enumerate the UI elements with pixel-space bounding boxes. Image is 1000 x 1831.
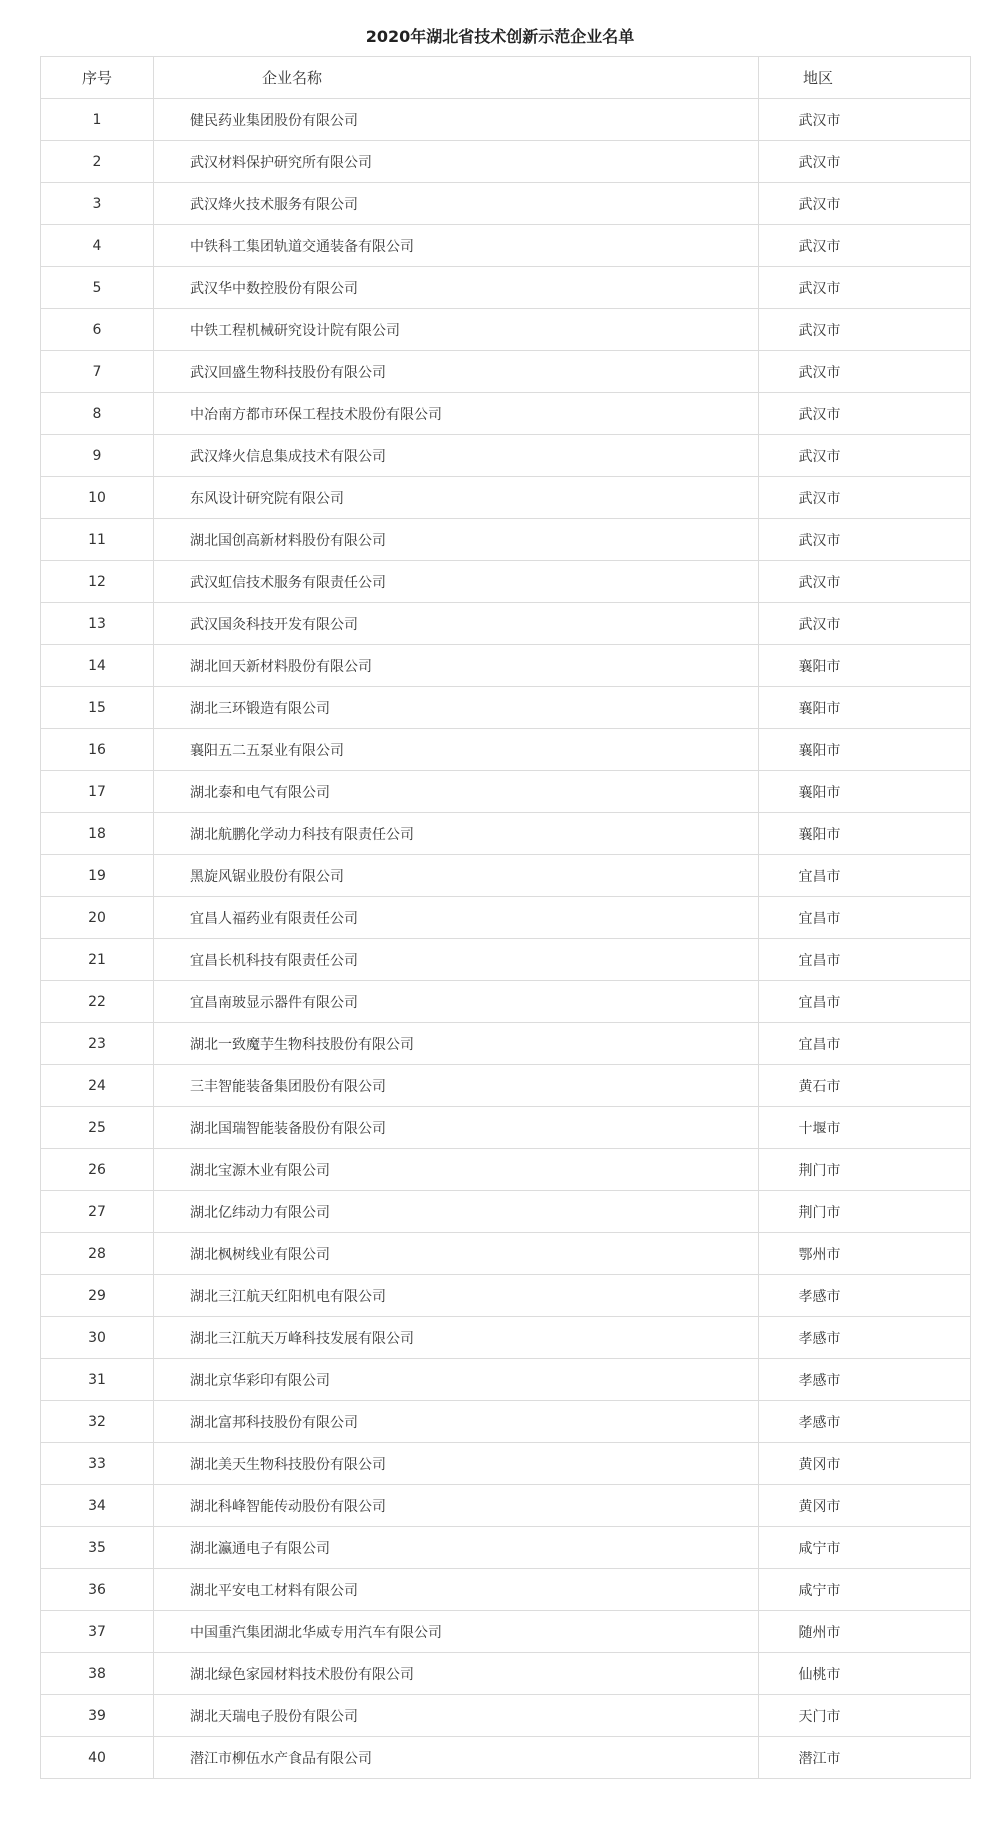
table-row (41, 897, 971, 939)
enterprise-name: 武汉华中数控股份有限公司 (190, 280, 358, 297)
enterprise-name-cell (154, 1359, 759, 1401)
table-row (41, 1485, 971, 1527)
region-cell (759, 309, 971, 351)
row-number: 18 (41, 813, 154, 855)
region-cell (759, 225, 971, 267)
row-number: 27 (41, 1191, 154, 1233)
enterprise-name: 武汉烽火技术服务有限公司 (190, 196, 358, 213)
region-name: 咸宁市 (798, 1540, 841, 1557)
table-row (41, 1275, 971, 1317)
region-name: 武汉市 (798, 322, 841, 339)
enterprise-name: 湖北富邦科技股份有限公司 (190, 1414, 358, 1431)
region-cell (759, 1023, 971, 1065)
table-row (41, 645, 971, 687)
row-number: 28 (41, 1233, 154, 1275)
table-row (41, 1359, 971, 1401)
row-number: 10 (41, 477, 154, 519)
region-name: 武汉市 (798, 238, 841, 255)
row-number: 22 (41, 981, 154, 1023)
region-name: 武汉市 (798, 574, 841, 591)
enterprise-name: 湖北三环锻造有限公司 (190, 700, 330, 717)
region-name: 咸宁市 (798, 1582, 841, 1599)
region-cell (759, 1611, 971, 1653)
region-cell (759, 1695, 971, 1737)
row-number: 17 (41, 771, 154, 813)
enterprise-name-cell (154, 99, 759, 141)
enterprise-name: 潜江市柳伍水产食品有限公司 (190, 1750, 372, 1767)
enterprise-name-cell (154, 561, 759, 603)
row-number: 5 (41, 267, 154, 309)
enterprise-name-cell (154, 1107, 759, 1149)
region-name: 武汉市 (798, 154, 841, 171)
table-row (41, 1107, 971, 1149)
row-number: 13 (41, 603, 154, 645)
enterprise-name-cell (154, 1527, 759, 1569)
enterprise-name-cell (154, 183, 759, 225)
enterprise-name-cell (154, 1233, 759, 1275)
enterprise-name: 湖北科峰智能传动股份有限公司 (190, 1498, 386, 1515)
table-row (41, 1569, 971, 1611)
enterprise-name-cell (154, 897, 759, 939)
table-row (41, 225, 971, 267)
enterprise-name-cell (154, 1443, 759, 1485)
enterprise-name-cell (154, 1317, 759, 1359)
row-number: 7 (41, 351, 154, 393)
table-row (41, 393, 971, 435)
enterprise-name-cell (154, 981, 759, 1023)
row-number: 36 (41, 1569, 154, 1611)
region-cell (759, 435, 971, 477)
enterprise-name: 湖北国创高新材料股份有限公司 (190, 532, 386, 549)
row-number: 24 (41, 1065, 154, 1107)
region-name: 武汉市 (798, 280, 841, 297)
column-header-name-label: 企业名称 (262, 69, 323, 87)
enterprise-name: 湖北枫树线业有限公司 (190, 1246, 330, 1263)
page-title: 2020年湖北省技术创新示范企业名单 (365, 27, 635, 46)
region-cell (759, 771, 971, 813)
enterprise-name: 武汉材料保护研究所有限公司 (190, 154, 372, 171)
table-row (41, 351, 971, 393)
enterprise-name: 湖北泰和电气有限公司 (190, 784, 330, 801)
region-name: 武汉市 (798, 364, 841, 381)
enterprise-name: 中冶南方都市环保工程技术股份有限公司 (190, 406, 442, 423)
row-number: 6 (41, 309, 154, 351)
row-number: 29 (41, 1275, 154, 1317)
table-row (41, 855, 971, 897)
enterprise-name: 健民药业集团股份有限公司 (190, 112, 358, 129)
row-number: 1 (41, 99, 154, 141)
enterprise-name: 湖北亿纬动力有限公司 (190, 1204, 330, 1221)
row-number: 2 (41, 141, 154, 183)
region-name: 宜昌市 (798, 910, 841, 927)
region-cell (759, 1065, 971, 1107)
region-cell (759, 141, 971, 183)
region-name: 武汉市 (798, 112, 841, 129)
row-number: 19 (41, 855, 154, 897)
table-row (41, 141, 971, 183)
row-number: 40 (41, 1737, 154, 1779)
region-name: 孝感市 (798, 1414, 841, 1431)
region-cell (759, 1737, 971, 1779)
table-row (41, 1443, 971, 1485)
region-name: 襄阳市 (798, 700, 841, 717)
enterprise-name: 湖北航鹏化学动力科技有限责任公司 (190, 826, 414, 843)
column-header-name (154, 57, 759, 99)
enterprise-name: 宜昌南玻显示器件有限公司 (190, 994, 358, 1011)
region-cell (759, 1275, 971, 1317)
table-row (41, 603, 971, 645)
row-number: 25 (41, 1107, 154, 1149)
region-name: 荆门市 (798, 1162, 841, 1179)
table-body (41, 57, 971, 1779)
row-number: 39 (41, 1695, 154, 1737)
row-number: 38 (41, 1653, 154, 1695)
region-name: 宜昌市 (798, 952, 841, 969)
enterprise-name-cell (154, 1569, 759, 1611)
enterprise-name: 宜昌长机科技有限责任公司 (190, 952, 358, 969)
region-cell (759, 729, 971, 771)
enterprise-name: 中国重汽集团湖北华威专用汽车有限公司 (190, 1624, 442, 1641)
enterprise-name-cell (154, 225, 759, 267)
enterprise-name: 武汉烽火信息集成技术有限公司 (190, 448, 386, 465)
row-number: 8 (41, 393, 154, 435)
row-number: 16 (41, 729, 154, 771)
region-cell (759, 1233, 971, 1275)
region-name: 黄冈市 (798, 1456, 841, 1473)
region-name: 潜江市 (798, 1750, 841, 1767)
table-row (41, 183, 971, 225)
table-row (41, 939, 971, 981)
enterprise-name-cell (154, 519, 759, 561)
region-cell (759, 1317, 971, 1359)
enterprise-name-cell (154, 1065, 759, 1107)
row-number: 3 (41, 183, 154, 225)
table-row (41, 1401, 971, 1443)
region-name: 天门市 (798, 1708, 841, 1725)
enterprise-name: 武汉国灸科技开发有限公司 (190, 616, 358, 633)
row-number: 37 (41, 1611, 154, 1653)
region-cell (759, 1107, 971, 1149)
region-cell (759, 1149, 971, 1191)
row-number: 9 (41, 435, 154, 477)
region-cell (759, 183, 971, 225)
table-row (41, 99, 971, 141)
region-cell (759, 1359, 971, 1401)
table-row (41, 1191, 971, 1233)
region-name: 襄阳市 (798, 784, 841, 801)
row-number: 20 (41, 897, 154, 939)
region-cell (759, 1485, 971, 1527)
table-row (41, 1317, 971, 1359)
row-number: 30 (41, 1317, 154, 1359)
table-row (41, 1065, 971, 1107)
region-cell (759, 99, 971, 141)
enterprise-name: 三丰智能装备集团股份有限公司 (190, 1078, 386, 1095)
enterprise-name-cell (154, 477, 759, 519)
enterprise-name-cell (154, 1401, 759, 1443)
region-cell (759, 267, 971, 309)
row-number: 34 (41, 1485, 154, 1527)
enterprise-name: 中铁科工集团轨道交通装备有限公司 (190, 238, 414, 255)
enterprise-name: 湖北天瑞电子股份有限公司 (190, 1708, 358, 1725)
table-header-row (41, 57, 971, 99)
region-name: 武汉市 (798, 616, 841, 633)
row-number: 33 (41, 1443, 154, 1485)
enterprise-name-cell (154, 309, 759, 351)
enterprise-name-cell (154, 1485, 759, 1527)
region-name: 黄冈市 (798, 1498, 841, 1515)
column-header-no: 序号 (41, 57, 154, 99)
table-row (41, 1233, 971, 1275)
region-cell (759, 855, 971, 897)
region-name: 武汉市 (798, 406, 841, 423)
enterprise-name-cell (154, 1695, 759, 1737)
region-cell (759, 1443, 971, 1485)
enterprise-name: 湖北一致魔芋生物科技股份有限公司 (190, 1036, 414, 1053)
table-row (41, 477, 971, 519)
enterprise-name-cell (154, 855, 759, 897)
enterprise-name-cell (154, 603, 759, 645)
enterprise-name: 湖北绿色家园材料技术股份有限公司 (190, 1666, 414, 1683)
enterprise-name: 湖北国瑞智能装备股份有限公司 (190, 1120, 386, 1137)
region-cell (759, 981, 971, 1023)
enterprise-name-cell (154, 1275, 759, 1317)
enterprise-name-cell (154, 1737, 759, 1779)
table-row (41, 1023, 971, 1065)
region-cell (759, 351, 971, 393)
enterprise-name: 湖北京华彩印有限公司 (190, 1372, 330, 1389)
enterprise-name-cell (154, 687, 759, 729)
enterprise-name: 武汉回盛生物科技股份有限公司 (190, 364, 386, 381)
enterprise-name-cell (154, 435, 759, 477)
region-cell (759, 1401, 971, 1443)
region-cell (759, 897, 971, 939)
table-row (41, 309, 971, 351)
enterprise-name-cell (154, 939, 759, 981)
enterprise-name-cell (154, 771, 759, 813)
region-cell (759, 939, 971, 981)
enterprise-name: 湖北宝源木业有限公司 (190, 1162, 330, 1179)
table-row (41, 1611, 971, 1653)
region-name: 十堰市 (798, 1120, 841, 1137)
region-cell (759, 1191, 971, 1233)
region-cell (759, 561, 971, 603)
enterprise-name: 湖北回天新材料股份有限公司 (190, 658, 372, 675)
enterprise-name-cell (154, 813, 759, 855)
region-name: 宜昌市 (798, 868, 841, 885)
table-row (41, 1527, 971, 1569)
region-name: 宜昌市 (798, 1036, 841, 1053)
table-row (41, 561, 971, 603)
region-name: 武汉市 (798, 196, 841, 213)
enterprise-name-cell (154, 1653, 759, 1695)
table-row (41, 1149, 971, 1191)
table-row (41, 267, 971, 309)
enterprise-name: 中铁工程机械研究设计院有限公司 (190, 322, 400, 339)
table-row (41, 771, 971, 813)
enterprise-name: 东风设计研究院有限公司 (190, 490, 344, 507)
row-number: 26 (41, 1149, 154, 1191)
region-name: 仙桃市 (798, 1666, 841, 1683)
row-number: 15 (41, 687, 154, 729)
enterprise-name: 湖北三江航天红阳机电有限公司 (190, 1288, 386, 1305)
region-name: 襄阳市 (798, 826, 841, 843)
enterprise-name-cell (154, 1149, 759, 1191)
table-row (41, 687, 971, 729)
row-number: 35 (41, 1527, 154, 1569)
region-cell (759, 393, 971, 435)
row-number: 4 (41, 225, 154, 267)
enterprise-name-cell (154, 351, 759, 393)
column-header-region (759, 57, 971, 99)
enterprise-name-cell (154, 141, 759, 183)
table-row (41, 981, 971, 1023)
row-number: 31 (41, 1359, 154, 1401)
row-number: 32 (41, 1401, 154, 1443)
enterprise-name: 武汉虹信技术服务有限责任公司 (190, 574, 386, 591)
region-name: 武汉市 (798, 448, 841, 465)
enterprise-name-cell (154, 1611, 759, 1653)
table-row (41, 1737, 971, 1779)
region-cell (759, 603, 971, 645)
enterprise-name-cell (154, 1023, 759, 1065)
enterprise-name-cell (154, 267, 759, 309)
region-cell (759, 1527, 971, 1569)
table-row (41, 435, 971, 477)
region-name: 宜昌市 (798, 994, 841, 1011)
table-row (41, 813, 971, 855)
enterprise-name: 湖北平安电工材料有限公司 (190, 1582, 358, 1599)
region-cell (759, 1653, 971, 1695)
region-cell (759, 1569, 971, 1611)
table-row (41, 729, 971, 771)
table-row (41, 519, 971, 561)
enterprise-name: 黑旋风锯业股份有限公司 (190, 868, 344, 885)
table-row (41, 1653, 971, 1695)
region-name: 孝感市 (798, 1372, 841, 1389)
column-header-region-label: 地区 (803, 69, 834, 87)
row-number: 12 (41, 561, 154, 603)
row-number: 23 (41, 1023, 154, 1065)
region-name: 武汉市 (798, 490, 841, 507)
region-name: 襄阳市 (798, 658, 841, 675)
row-number: 21 (41, 939, 154, 981)
region-name: 孝感市 (798, 1288, 841, 1305)
region-cell (759, 477, 971, 519)
enterprise-name: 湖北美天生物科技股份有限公司 (190, 1456, 386, 1473)
region-cell (759, 813, 971, 855)
region-name: 孝感市 (798, 1330, 841, 1347)
enterprise-name-cell (154, 645, 759, 687)
enterprise-name: 湖北瀛通电子有限公司 (190, 1540, 330, 1557)
enterprise-name: 宜昌人福药业有限责任公司 (190, 910, 358, 927)
region-cell (759, 687, 971, 729)
enterprise-name-cell (154, 729, 759, 771)
region-name: 襄阳市 (798, 742, 841, 759)
region-cell (759, 519, 971, 561)
region-name: 鄂州市 (798, 1246, 841, 1263)
enterprise-name-cell (154, 393, 759, 435)
enterprise-table (40, 56, 971, 1779)
table-row (41, 1695, 971, 1737)
region-cell (759, 645, 971, 687)
enterprise-name-cell (154, 1191, 759, 1233)
row-number: 11 (41, 519, 154, 561)
region-name: 荆门市 (798, 1204, 841, 1221)
region-name: 随州市 (798, 1624, 841, 1641)
enterprise-name: 湖北三江航天万峰科技发展有限公司 (190, 1330, 414, 1347)
region-name: 武汉市 (798, 532, 841, 549)
enterprise-name: 襄阳五二五泵业有限公司 (190, 742, 344, 759)
row-number: 14 (41, 645, 154, 687)
region-name: 黄石市 (798, 1078, 841, 1095)
